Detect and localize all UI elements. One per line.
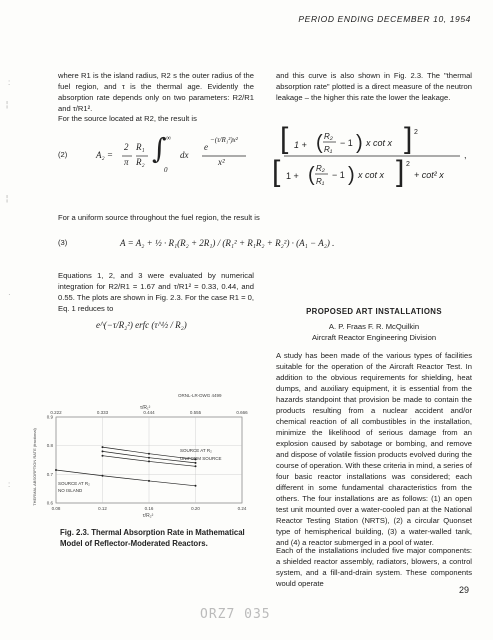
equation-2-frac-num: 2: [124, 142, 129, 152]
svg-text:): ): [348, 164, 355, 186]
left-paragraph-1: where R1 is the island radius, R2 s the outer radius of the fuel region, and τ is the thermal age. Evidently the absorption rate depends only on two parameters: R2/R1 and τ/R1².: [58, 71, 254, 113]
margin-mark: ¦: [6, 194, 9, 203]
equation-2-upper-limit: ∞: [166, 134, 171, 142]
svg-text:x cot x: x cot x: [358, 170, 385, 180]
top-tick-label: 0.444: [143, 410, 155, 415]
equation-3-body: A = A₂ + ½ · R₁(R₂ + 2R₁) / (R₁² + R₁R₂ + R₂²) · (A₁ − A₂) .: [120, 238, 335, 248]
svg-text:+ cot² x: + cot² x: [414, 170, 444, 180]
svg-text:2: 2: [414, 129, 418, 136]
top-tick-label: 0.333: [96, 410, 109, 415]
annotation-source-at-r2: SOURCE AT R₂: [180, 448, 212, 453]
svg-text:− 1: − 1: [332, 170, 345, 180]
series-point: [102, 475, 104, 477]
drawing-id: ORNL-LR-DWG 4499: [178, 393, 222, 398]
series-point: [195, 485, 197, 487]
equation-3-number: (3): [58, 238, 68, 247]
series-point: [148, 480, 150, 482]
left-paragraph-3: For a uniform source throughout the fuel region, the result is: [58, 213, 260, 222]
margin-mark: ¦: [6, 100, 9, 109]
figure-caption: Fig. 2.3. Thermal Absorption Rate in Mathematical Model of Reflector-Moderated Reactors.: [60, 528, 245, 548]
equation-2-exp: e: [204, 142, 208, 152]
equation-2-r2: R₂: [136, 157, 145, 167]
annotation-no-island: NO ISLAND: [58, 488, 83, 493]
x-tick-label: 0.20: [191, 506, 200, 511]
right-paragraph-1: and this curve is also shown in Fig. 2.3. The "thermal absorption rate" plotted is a direct measure of the neutron leakage – the higher this rate the lower the leakage.: [276, 71, 472, 102]
svg-text:R₂: R₂: [324, 132, 333, 141]
svg-text:(: (: [316, 132, 323, 154]
left-paragraph-2: For the source located at R2, the result is: [58, 114, 197, 123]
margin-mark: :: [8, 480, 11, 489]
margin-mark: ·: [8, 290, 11, 299]
svg-text:2: 2: [406, 161, 410, 168]
top-axis-label: τ/R₁²: [140, 405, 151, 411]
svg-text:): ): [356, 132, 363, 154]
document-stamp: ORZ7 035: [200, 607, 271, 622]
equation-2-number: (2): [58, 150, 68, 159]
series-point: [102, 455, 104, 457]
right-paragraph-2: A study has been made of the various types of facilities suitable for the operation of the Aircraft Reactor Test. In addition to the obvious requirements for shielding, heat dumps, and auxiliary equipment, it is essential from the hazards standpoint that provision be made to contain the products resulting from a nuclear accident and/or chemical reaction of all combustibles in the installation, minimize the likelihood of serious damage from an explosion caused by sabotage or bombing, and remove and dispose of volatile fission products evolved during the course of operation. With these criteria in mind, a series of four basic reactor installations was considered; each different in some fundamental characteristics from the others. The four installations are as follows: (1) an open test unit mounted over a water-cooled pan at the National Reactor Testing Station (NRTS), (2) a circular Quonset type of hemispherical building, (3) a water-walled tank, and (4) a reactor submerged in a pool of water.: [276, 351, 472, 547]
svg-text:R₂: R₂: [316, 164, 325, 173]
y-tick-label: 0.7: [46, 471, 53, 477]
y-tick-label: 0.6: [46, 500, 53, 506]
x-tick-label: 0.12: [98, 506, 107, 511]
svg-text:− 1: − 1: [340, 138, 353, 148]
x-tick-label: 0.24: [237, 506, 247, 511]
top-tick-label: 0.222: [50, 410, 62, 415]
series-point: [102, 450, 104, 452]
equation-2-lower-limit: 0: [164, 166, 168, 174]
y-tick-label: 0.9: [46, 414, 53, 420]
equation-2-lhs: A₂ =: [96, 150, 113, 160]
x-axis-label: τ/R₂²: [142, 513, 154, 519]
running-header: PERIOD ENDING DECEMBER 10, 1954: [298, 14, 471, 24]
series-point: [195, 462, 197, 464]
annotation-source-at-r2-lower: SOURCE AT R₂: [58, 481, 90, 486]
series-point: [148, 457, 150, 459]
absorption-rate-chart: [28, 385, 258, 520]
svg-text:R₁: R₁: [316, 177, 325, 186]
svg-text:R₁: R₁: [324, 145, 333, 154]
section-title: PROPOSED ART INSTALLATIONS: [306, 307, 442, 316]
series-point: [195, 465, 197, 467]
y-tick-label: 0.8: [46, 443, 53, 449]
equation-2-dx: dx: [180, 150, 189, 160]
right-paragraph-3: Each of the installations included five major components: a shielded reactor assembly, radiators, blowers, a control system, and a fill-and-drain system. These components would operate: [276, 546, 472, 588]
equation-2-rhs: [270, 126, 470, 188]
top-tick-label: 0.666: [236, 410, 248, 415]
authors-line-2: Aircraft Reactor Engineering Division: [311, 333, 437, 342]
annotation-uniform-source: UNIFORM SOURCE: [180, 456, 222, 461]
x-tick-label: 0.08: [51, 506, 61, 511]
series-point: [55, 469, 57, 471]
svg-text:]: ]: [396, 155, 405, 188]
svg-text:,: ,: [464, 150, 467, 160]
svg-text:[: [: [272, 155, 281, 188]
top-tick-label: 0.555: [189, 410, 202, 415]
integral-sign: ∫: [152, 132, 167, 165]
equation-4: e^(−τ/R₂²) erfc (τ^½ / R₂): [96, 320, 187, 330]
svg-text:(: (: [308, 164, 315, 186]
series-point: [102, 446, 104, 448]
equation-2-x2: x²: [218, 157, 225, 167]
svg-text:1 +: 1 +: [286, 171, 299, 181]
svg-text:1 +: 1 +: [294, 140, 307, 150]
series-point: [148, 460, 150, 462]
y-axis-label: THERMAL ABSORPTION RATE (fractional): [32, 428, 37, 506]
page-number: 29: [458, 585, 469, 595]
svg-text:]: ]: [404, 126, 413, 155]
equation-2-fraction-bars: [120, 154, 250, 158]
equation-2-frac-den: π: [124, 157, 129, 167]
equation-2-exp-sup: −(τ/R₁²)x²: [210, 136, 238, 144]
authors-line-1: A. P. Fraas F. R. McQuilkin: [328, 322, 420, 331]
svg-text:x cot x: x cot x: [366, 138, 393, 148]
svg-text:[: [: [280, 126, 289, 155]
equation-2-r1: R₁: [136, 142, 145, 152]
x-tick-label: 0.16: [144, 506, 154, 511]
series-point: [148, 453, 150, 455]
left-paragraph-4: Equations 1, 2, and 3 were evaluated by numerical integration for R2/R1 = 1.67 and τ/R1² = 0.33, 0.44, and 0.55. The plots are shown in Fig. 2.3. For the case R1 = 0, Eq. 1 reduces to: [58, 271, 254, 313]
margin-mark: :: [8, 78, 11, 87]
